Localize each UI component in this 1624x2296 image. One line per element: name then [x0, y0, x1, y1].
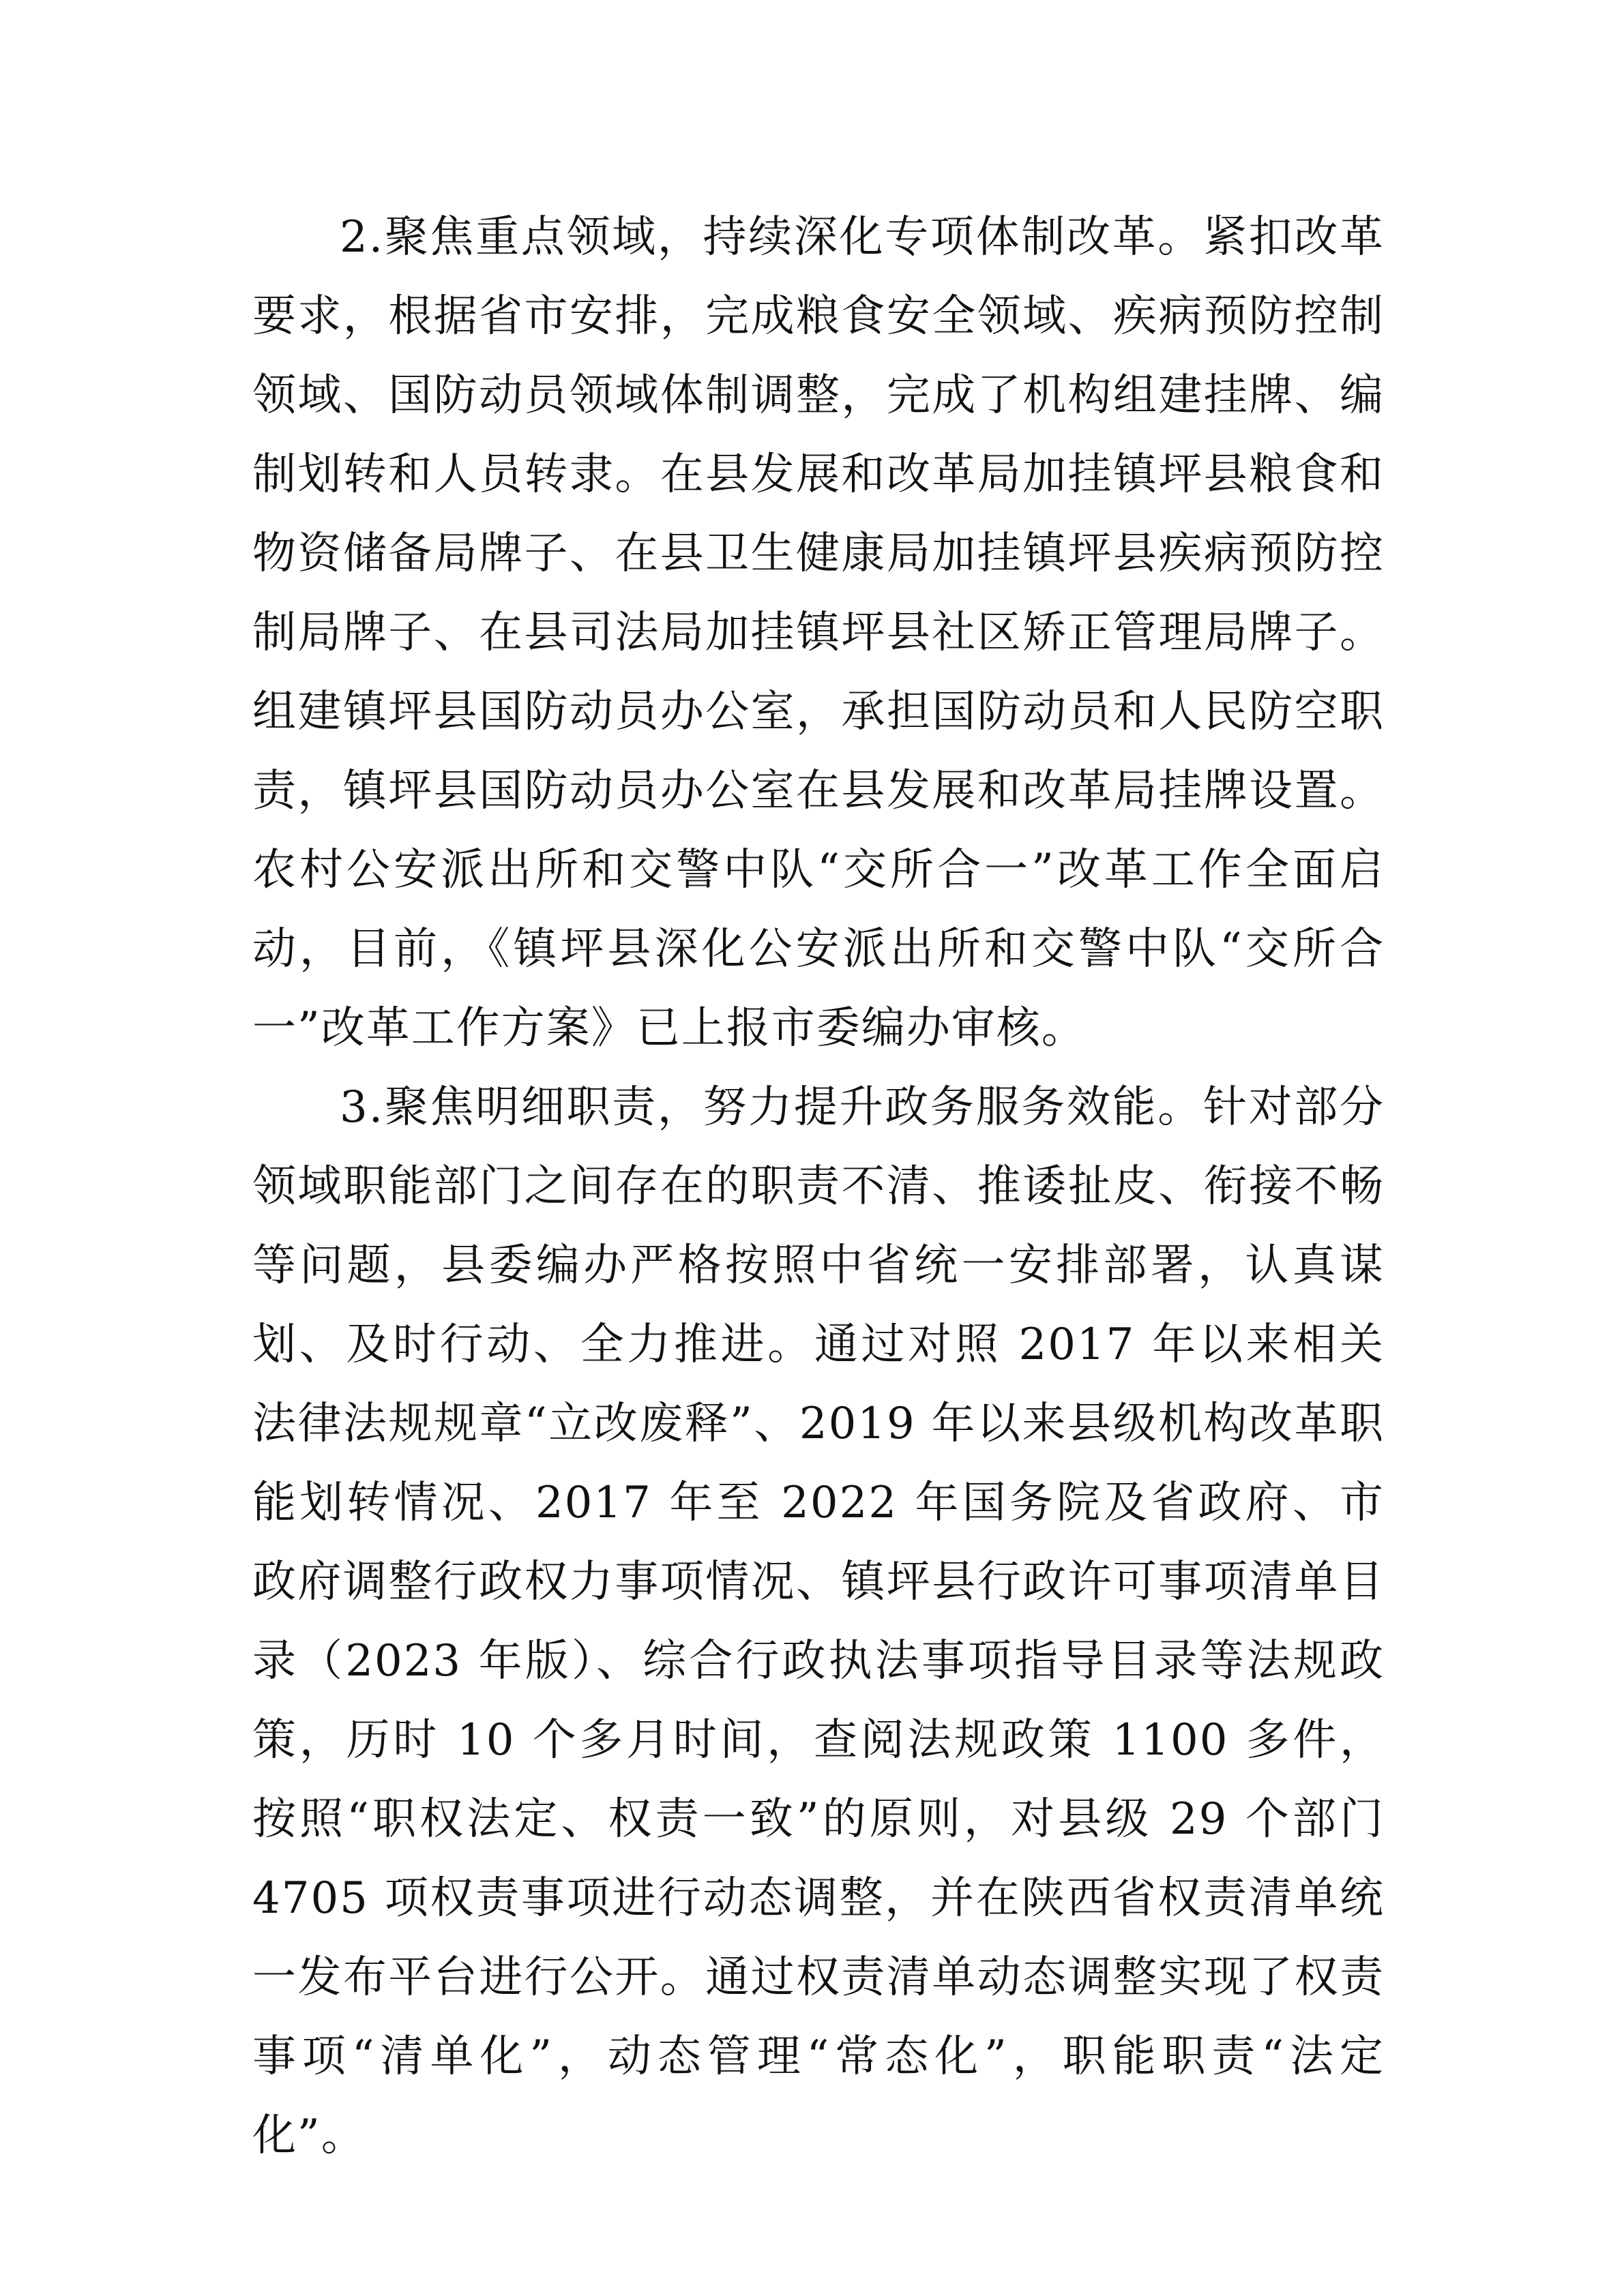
paragraph-2 [252, 198, 1385, 1068]
paragraph-3 [252, 1068, 1385, 2175]
paragraph-2-number: 2. [340, 212, 385, 263]
paragraph-3-number: 3. [340, 1082, 385, 1133]
paragraph-2-text: 聚焦重点领域，持续深化专项体制改革。紧扣改革要求，根据省市安排，完成粮食安全领域、疾病预防控制领域、国防动员领域体制调整，完成了机构组建挂牌、编制划转和人员转隶。在县发展和改革局加挂镇坪县粮食和物资储备局牌子、在县卫生健康局加挂镇坪县疾病预防控制局牌子、在县司法局加挂镇坪县社区矫正管理局牌子。组建镇坪县国防动员办公室，承担国防动员和人民防空职责，镇坪县国防动员办公室在县发展和改革局挂牌设置。农村公安派出所和交警中队“交所合一”改革工作全面启动，目前，《镇坪县深化公安派出所和交警中队“交所合一”改革工作方案》已上报市委编办审核。 [252, 212, 1385, 1054]
paragraph-3-text: 聚焦明细职责，努力提升政务服务效能。针对部分领域职能部门之间存在的职责不清、推诿扯皮、衔接不畅等问题，县委编办严格按照中省统一安排部署，认真谋划、及时行动、全力推进。通过对照 2017 年以来相关法律法规规章“立改废释”、2019 年以来县级机构改革职能划转情况、2017 年至 2022 年国务院及省政府、市政府调整行政权力事项情况、镇坪县行政许可事项清单目录（2023 年版）、综合行政执法事项指导目录等法规政策，历时 10 个多月时间，查阅法规政策 1100 多件，按照“职权法定、权责一致”的原则，对县级 29 个部门 4705 项权责事项进行动态调整，并在陕西省权责清单统一发布平台进行公开。通过权责清单动态调整实现了权责事项“清单化”，动态管理“常态化”，职能职责“法定化”。 [252, 1082, 1385, 2161]
document-body [252, 198, 1385, 2175]
